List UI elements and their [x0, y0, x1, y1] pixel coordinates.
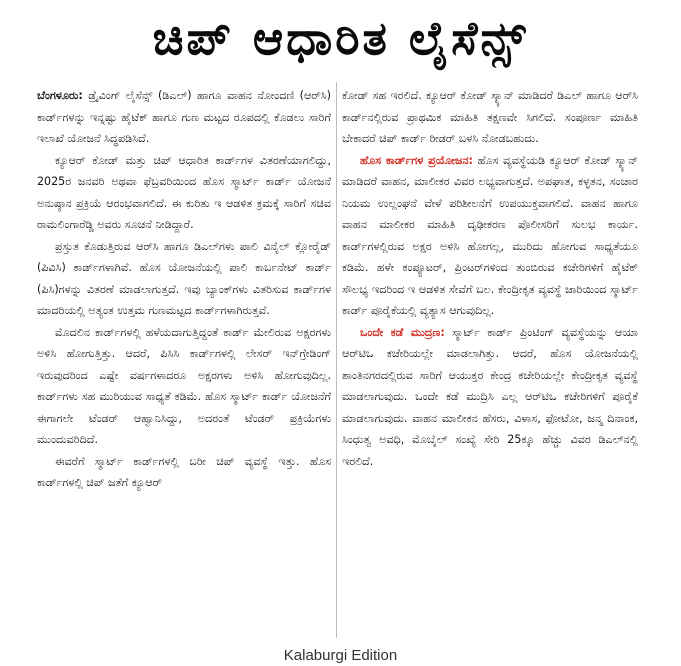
column-divider — [336, 82, 337, 638]
paragraph: ಈವರೆಗೆ ಸ್ಮಾರ್ಟ್ ಕಾರ್ಡ್‌ಗಳಲ್ಲಿ ಬರೀ ಚಿಪ್ ವ್ಯವಸ್ಥೆ ಇತ್ತು. ಹೊಸ ಕಾರ್ಡ್‌ಗಳಲ್ಲಿ ಚಿಪ್ ಜತೆಗೆ ಕ್ಯೂಆರ್ — [37, 454, 331, 489]
paragraph: ಕ್ಯೂಆರ್ ಕೋಡ್ ಮತ್ತು ಚಿಪ್ ಆಧಾರಿತ ಕಾರ್ಡ್‌ಗಳ ವಿತರಣೆಯಾಗಲಿದ್ದು, 2025ರ ಜನವರಿ ಅಥವಾ ಫೆಬ್ರವರಿಯಿಂದ ಹೊಸ ಸ್ಮಾರ್ಟ್ ಕಾರ್ಡ್ ಯೋಜನೆ ಅನುಷ್ಠಾನ ಪ್ರಕ್ರಿಯೆ ಆರಂಭವಾಗಲಿದೆ. ಈ ಕುರಿತು ಇ ಆಡಳಿತ ಕ್ರಮಕ್ಕೆ ಸಾರಿಗೆ ಸಚಿವ ರಾಮಲಿಂಗಾರೆಡ್ಡಿ ಅವರು ಸೂಚನೆ ನೀಡಿದ್ದಾರೆ. — [37, 153, 331, 231]
subheading-benefits: ಹೊಸ ಕಾರ್ಡ್‌ಗಳ ಪ್ರಯೋಜನ: — [360, 153, 473, 167]
paragraph-printing — [342, 322, 638, 473]
subheading-printing: ಒಂದೇ ಕಡೆ ಮುದ್ರಣ: — [360, 325, 445, 339]
edition-caption: Kalaburgi Edition — [283, 647, 398, 664]
paragraph-intro — [37, 85, 331, 150]
article-column-right — [342, 85, 638, 472]
paragraph-printing-text: ಸ್ಮಾರ್ಟ್ ಕಾರ್ಡ್ ಪ್ರಿಂಟಿಂಗ್ ವ್ಯವಸ್ಥೆಯನ್ನು ಆಯಾ ಆರ್‌ಟಿಒ ಕಚೇರಿಯಲ್ಲೇ ಮಾಡಲಾಗಿತ್ತು. ಆದರೆ, ಹೊಸ ಯೋಜನೆಯಲ್ಲಿ ಶಾಂತಿನಗರದಲ್ಲಿರುವ ಸಾರಿಗೆ ಆಯುಕ್ತರ ಕೇಂದ್ರ ಕಚೇರಿಯಲ್ಲೇ ಕೇಂದ್ರೀಕೃತ ವ್ಯವಸ್ಥೆ ಮಾಡಲಾಗುವುದು. ಒಂದೇ ಕಡೆ ಮುದ್ರಿಸಿ ಎಲ್ಲ ಆರ್‌ಟಿಒ ಕಚೇರಿಗಳಿಗೆ ಪೂರೈಕೆ ಮಾಡಲಾಗುವುದು. ವಾಹನ ಮಾಲೀಕನ ಹೆಸರು, ವಿಳಾಸ, ಫೋಟೋ, ಜನ್ಮ ದಿನಾಂಕ, ಸಿಂಧುತ್ವ ಅವಧಿ, ಮೊಬೈಲ್ ಸಂಖ್ಯೆ ಸೇರಿ 25ಕ್ಕೂ ಹೆಚ್ಚು ವಿವರ ಡಿಎಲ್‌ನಲ್ಲಿ ಇರಲಿದೆ. — [342, 325, 639, 468]
paragraph-benefits — [342, 150, 638, 322]
dateline: ಬೆಂಗಳೂರು: — [37, 89, 83, 102]
paragraph: ಪ್ರಸ್ತುತ ಕೊಡುತ್ತಿರುವ ಆರ್‌ಸಿ ಹಾಗೂ ಡಿಎಲ್‌ಗಳು ಪಾಲಿ ವಿನೈಲ್ ಕ್ಲೋರೈಡ್ (ಪಿವಿಸಿ) ಕಾರ್ಡ್‌ಗಳಾಗಿವೆ. ಹೊಸ ಯೋಜನೆಯಲ್ಲಿ ಪಾಲಿ ಕಾರ್ಬನೇಟ್ ಕಾರ್ಡ್ (ಪಿಸಿ)ಗಳನ್ನು ವಿತರಣೆ ಮಾಡಲಾಗುತ್ತದೆ. ಇವು ಬ್ಯಾಂಕ್‌ಗಳು ವಿತರಿಸುವ ಕಾರ್ಡ್‌ಗಳ ಮಾದರಿಯಲ್ಲಿ ಅತ್ಯಂತ ಉತ್ತಮ ಗುಣಮಟ್ಟದ ಕಾರ್ಡ್‌ಗಳಾಗಿರುತ್ತವೆ. — [37, 239, 331, 317]
paragraph-benefits-text: ಹೊಸ ವ್ಯವಸ್ಥೆಯಡಿ ಕ್ಯೂಆರ್ ಕೋಡ್ ಸ್ಕ್ಯಾನ್ ಮಾಡಿದರೆ ವಾಹನ, ಮಾಲೀಕರ ವಿವರ ಲಭ್ಯವಾಗುತ್ತದೆ. ಅಪಘಾತ, ಕಳ್ಳತನ, ಸಂಚಾರ ನಿಯಮ ಉಲ್ಲಂಘನೆ ವೇಳೆ ಪರಿಶೀಲನೆಗೆ ಉಪಯುಕ್ತವಾಗಲಿದೆ. ವಾಹನ ಹಾಗೂ ವಾಹನ ಮಾಲೀಕರ ಮಾಹಿತಿ ದೃಢೀಕರಣ ಪೊಲೀಸರಿಗೆ ಸುಲಭ ಕಾರ್ಯ. ಕಾರ್ಡ್‌ಗಳಲ್ಲಿರುವ ಅಕ್ಷರ ಅಳಿಸಿ ಹೋಗಲ್ಲ, ಮುರಿದು ಹೋಗುವ ಸಾಧ್ಯತೆಯೂ ಕಡಿಮೆ. ಹಳೇ ಕಂಪ್ಯೂಟರ್, ಪ್ರಿಂಟರ್‌ಗಳಿಂದ ತುಂಬಿರುವ ಕಚೇರಿಗಳಿಗೆ ಹೈಟೆಕ್ ಸೌಲಭ್ಯ ಇದರಿಂದ ಇ ಆಡಳಿತ ಸೇವೆಗೆ ಬಲ. ಕೇಂದ್ರೀಕೃತ ವ್ಯವಸ್ಥೆ ಜಾರಿಯಿಂದ ಸ್ಮಾರ್ಟ್ ಕಾರ್ಡ್ ಪೂರೈಕೆಯಲ್ಲಿ ವ್ಯತ್ಯಾಸ ಆಗುವುದಿಲ್ಲ. — [342, 153, 638, 317]
headline: ಚಿಪ್ ಆಧಾರಿತ ಲೈಸೆನ್ಸ್ — [152, 11, 529, 65]
paragraph: ಮೊದಲಿನ ಕಾರ್ಡ್‌ಗಳಲ್ಲಿ ಹಳೆಯದಾಗುತ್ತಿದ್ದಂತೆ ಕಾರ್ಡ್ ಮೇಲಿರುವ ಅಕ್ಷರಗಳು ಅಳಿಸಿ ಹೋಗುತ್ತಿತ್ತು. ಆದರೆ, ಪಿಸಿಸಿ ಕಾರ್ಡ್‌ಗಳಲ್ಲಿ ಲೇಸರ್ ಇನ್‌ಗ್ರೇಡಿಂಗ್ ಇರುವುದರಿಂದ ಎಷ್ಟೇ ವರ್ಷಗಳಾದರೂ ಅಕ್ಷರಗಳು ಅಳಿಸಿ ಹೋಗುವುದಿಲ್ಲ. ಕಾರ್ಡ್‌ಗಳು ಸಹ ಮುರಿಯುವ ಸಾಧ್ಯತೆ ಕಡಿಮೆ. ಹೊಸ ಸ್ಮಾರ್ಟ್ ಕಾರ್ಡ್ ಯೋಜನೆಗೆ ಈಗಾಗಲೇ ಟೆಂಡರ್ ಆಹ್ವಾನಿಸಿದ್ದು, ಅದರಂತೆ ಟೆಂಡರ್ ಪ್ರಕ್ರಿಯೆಗಳು ಮುಂದುವರಿದಿದೆ. — [37, 325, 331, 446]
article-column-left — [37, 85, 331, 494]
paragraph-intro-text: ಡ್ರೈವಿಂಗ್ ಲೈಸೆನ್ಸ್ (ಡಿಎಲ್) ಹಾಗೂ ವಾಹನ ನೋಂದಣಿ (ಆರ್‌ಸಿ) ಕಾರ್ಡ್‌ಗಳನ್ನು ಇನ್ನಷ್ಟು ಹೈಟೆಕ್ ಹಾಗೂ ಗುಣ ಮಟ್ಟದ ರೂಪದಲ್ಲಿ ಕೊಡಲು ಸಾರಿಗೆ ಇಲಾಖೆ ಯೋಜನೆ ಸಿದ್ಧಪಡಿಸಿದೆ. — [37, 89, 331, 145]
paragraph: ಕೋಡ್ ಸಹ ಇರಲಿದೆ. ಕ್ಯೂಆರ್ ಕೋಡ್ ಸ್ಕ್ಯಾನ್ ಮಾಡಿದರೆ ಡಿಎಲ್ ಹಾಗೂ ಆರ್‌ಸಿ ಕಾರ್ಡ್‌ನಲ್ಲಿರುವ ಪ್ರಾಥಮಿಕ ಮಾಹಿತಿ ತಕ್ಷಣವೇ ಸಿಗಲಿದೆ. ಸಂಪೂರ್ಣ ಮಾಹಿತಿ ಬೇಕಾದರೆ ಚಿಪ್ ಕಾರ್ಡ್ ರೀಡರ್ ಬಳಸಿ ನೋಡಬಹುದು. — [342, 89, 638, 145]
